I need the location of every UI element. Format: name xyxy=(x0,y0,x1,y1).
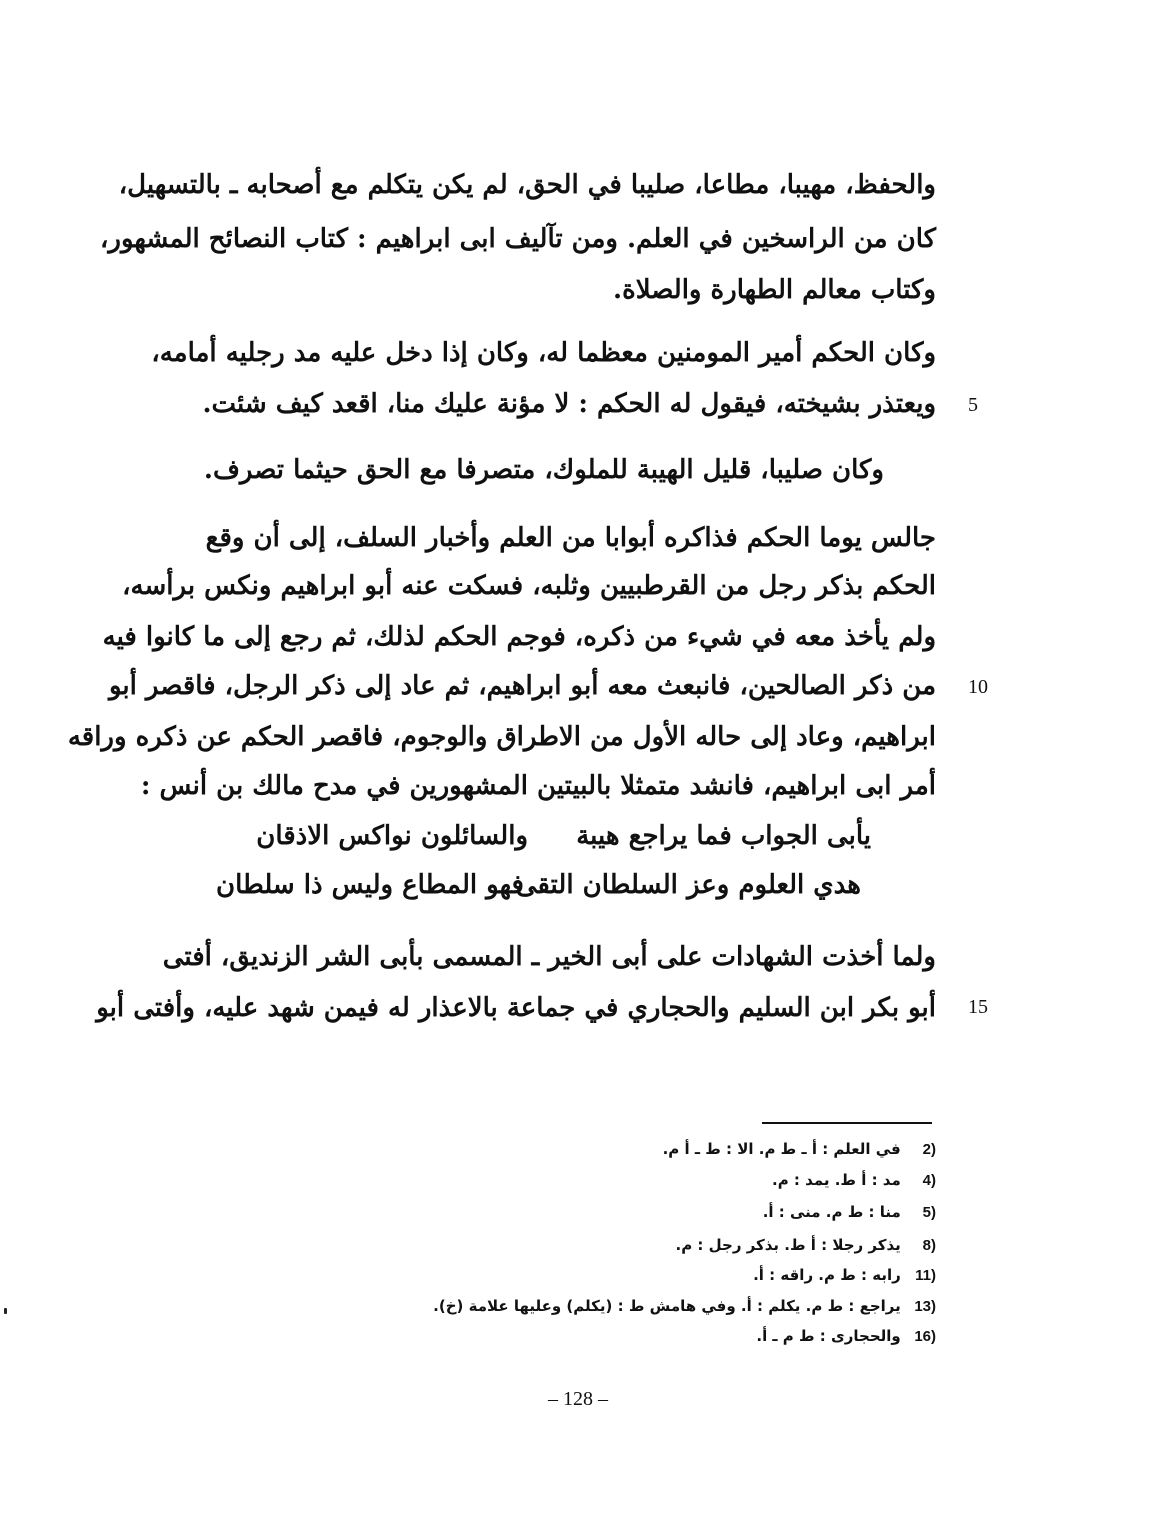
body-line: ولما أخذت الشهادات على أبى الخير ـ المسمى بأبى الشر الزنديق، أفتى xyxy=(162,942,936,972)
footnote-text: مد : أ ط. يمد : م. xyxy=(772,1171,901,1189)
footnote-number: 16) xyxy=(914,1328,936,1345)
body-line: ويعتذر بشيخته، فيقول له الحكم : لا مؤنة عليك منا، اقعد كيف شئت. xyxy=(202,389,936,419)
line-number: 15 xyxy=(968,996,988,1018)
footnote xyxy=(753,1264,936,1287)
body-line: أمر ابى ابراهيم، فانشد متمثلا بالبيتين المشهورين في مدح مالك بن أنس : xyxy=(140,771,936,801)
footnote xyxy=(756,1325,936,1348)
body-line: كان من الراسخين في العلم. ومن تآليف ابى ابراهيم : كتاب النصائح المشهور، xyxy=(100,224,936,254)
body-line: ولم يأخذ معه في شيء من ذكره، فوجم الحكم لذلك، ثم رجع إلى ما كانوا فيه xyxy=(102,622,936,652)
page-number: – 128 – xyxy=(548,1388,608,1410)
body-line: أبو بكر ابن السليم والحجاري في جماعة بالاعذار له فيمن شهد عليه، وأفتى أبو xyxy=(96,993,936,1023)
verse-second-hemistich: فهو المطاع وليس ذا سلطان xyxy=(215,870,524,900)
body-line: الحكم بذكر رجل من القرطبيين وثلبه، فسكت عنه أبو ابراهيم ونكس برأسه، xyxy=(122,571,936,601)
footnote-number: 13) xyxy=(914,1298,936,1315)
footnote xyxy=(772,1169,936,1192)
footnote xyxy=(663,1138,936,1161)
footnote-number: 11) xyxy=(915,1267,936,1284)
line-number: 10 xyxy=(968,676,988,698)
footnote-number: 8) xyxy=(922,1237,936,1254)
body-line: والحفظ، مهيبا، مطاعا، صليبا في الحق، لم يكن يتكلم مع أصحابه ـ بالتسهيل، xyxy=(118,170,936,200)
footnote-text: رابه : ط م. راقه : أ. xyxy=(753,1266,901,1284)
footnote-number: 5) xyxy=(922,1204,936,1221)
body-line: ابراهيم، وعاد إلى حاله الأول من الاطراق والوجوم، فاقصر الحكم عن ذكره وراقه xyxy=(67,722,936,752)
footnote-text: يراجع : ط م. يكلم : أ. وفي هامش ط : (يكلم) وعليها علامة (خ). xyxy=(433,1297,901,1315)
body-line: جالس يوما الحكم فذاكره أبوابا من العلم وأخبار السلف، إلى أن وقع xyxy=(205,523,936,553)
body-line: وكتاب معالم الطهارة والصلاة. xyxy=(613,275,936,305)
verse-first-hemistich: هدي العلوم وعز السلطان التقى xyxy=(515,870,861,900)
footnote-number: 2) xyxy=(922,1141,936,1158)
verse-first-hemistich: يأبى الجواب فما يراجع هيبة xyxy=(576,821,871,851)
footnote-text: يذكر رجلا : أ ط. بذكر رجل : م. xyxy=(675,1236,901,1254)
scan-mark xyxy=(4,1308,7,1314)
body-line: وكان صليبا، قليل الهيبة للملوك، متصرفا مع الحق حيثما تصرف. xyxy=(203,455,884,485)
footnote-separator xyxy=(762,1122,932,1124)
footnote-text: والحجارى : ط م ـ أ. xyxy=(756,1327,901,1345)
verse-second-hemistich: والسائلون نواكس الاذقان xyxy=(256,821,528,851)
footnote-text: منا : ط م. منى : أ. xyxy=(762,1203,901,1221)
footnote xyxy=(763,1201,936,1224)
body-line: من ذكر الصالحين، فانبعث معه أبو ابراهيم، ثم عاد إلى ذكر الرجل، فاقصر أبو xyxy=(108,671,936,701)
footnote xyxy=(676,1234,937,1257)
body-line: وكان الحكم أمير المومنين معظما له، وكان إذا دخل عليه مد رجليه أمامه، xyxy=(151,338,936,368)
footnote xyxy=(433,1295,936,1318)
line-number: 5 xyxy=(968,394,978,416)
footnote-number: 4) xyxy=(922,1172,936,1189)
footnote-text: في العلم : أ ـ ط م. الا : ط ـ أ م. xyxy=(662,1140,901,1158)
